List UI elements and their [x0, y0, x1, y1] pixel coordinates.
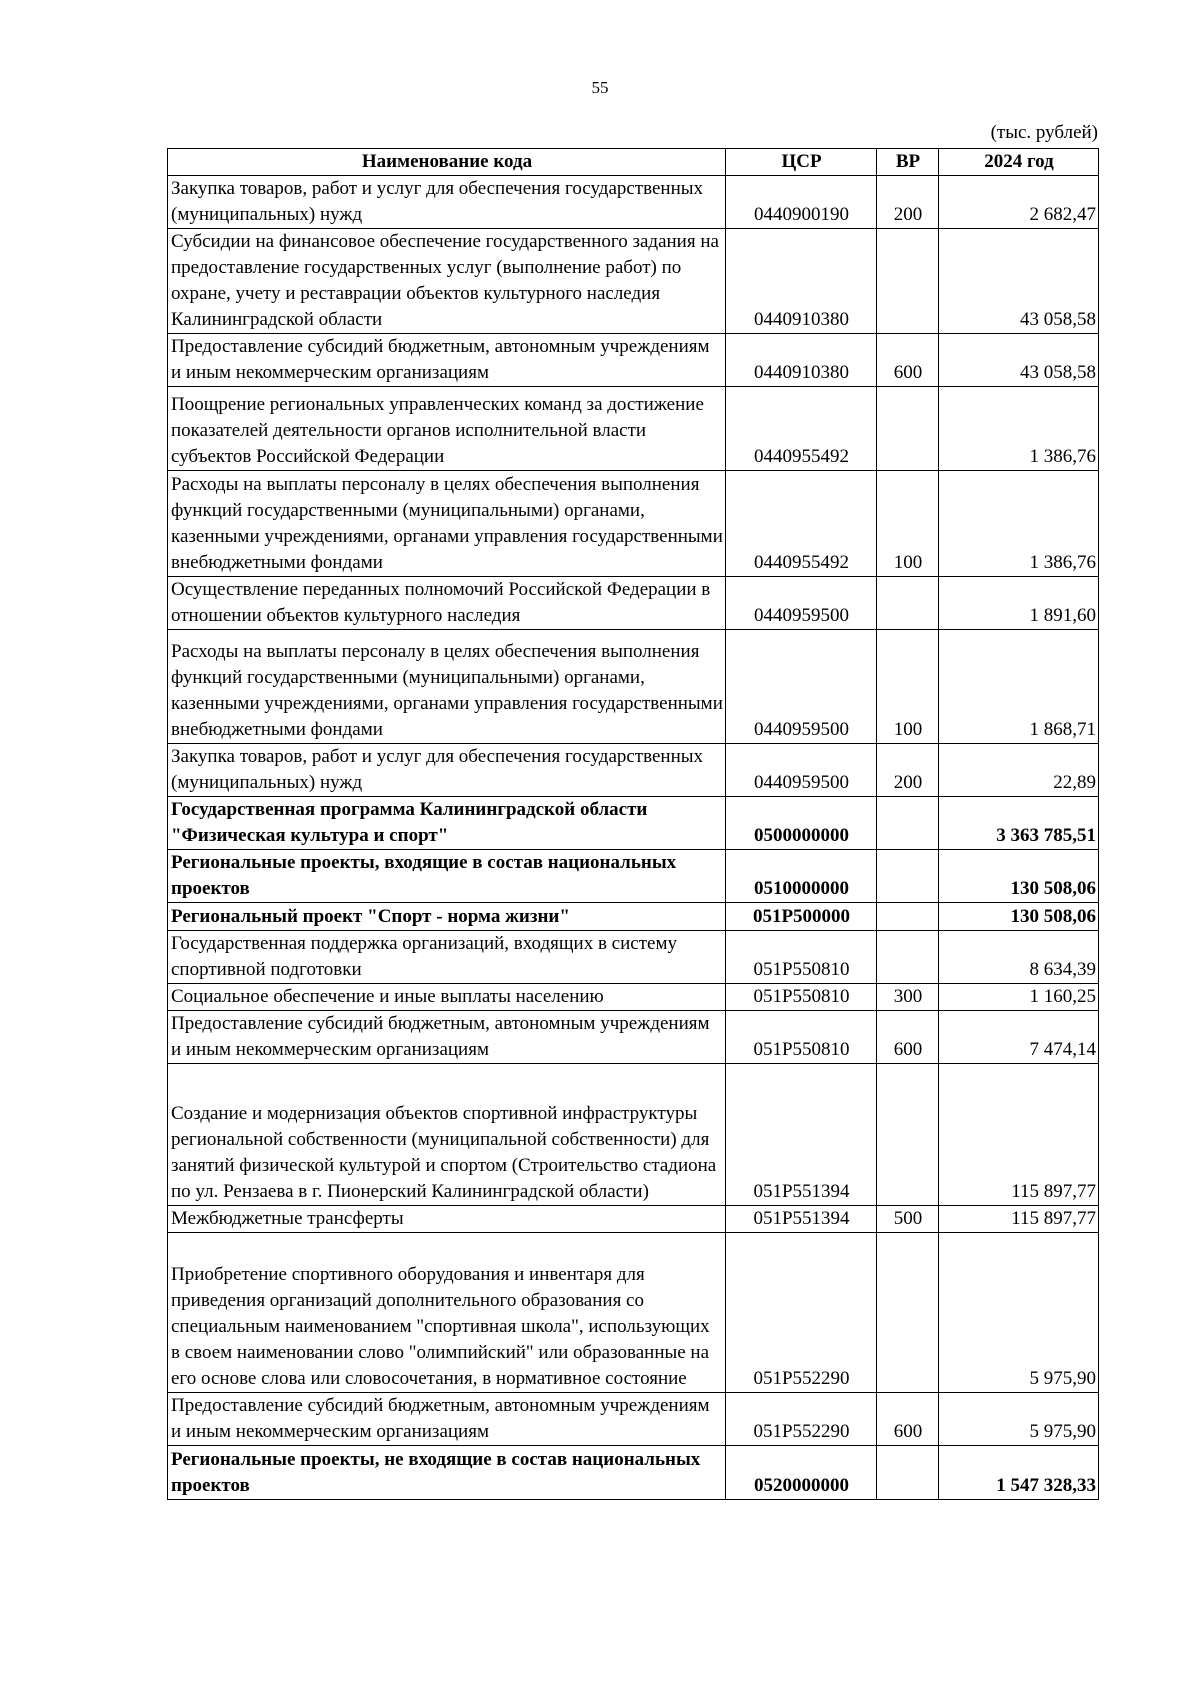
row-sum: 2 682,47	[939, 176, 1099, 229]
units-label: (тыс. рублей)	[990, 122, 1098, 143]
row-vr: 100	[877, 630, 939, 744]
row-sum: 1 868,71	[939, 630, 1099, 744]
table-row	[168, 229, 1099, 334]
row-sum: 1 386,76	[939, 387, 1099, 471]
row-vr: 600	[877, 1393, 939, 1446]
row-vr	[877, 1446, 939, 1500]
row-csr: 0510000000	[726, 850, 877, 903]
row-sum: 115 897,77	[939, 1064, 1099, 1206]
row-csr: 051P550810	[726, 984, 877, 1011]
row-vr	[877, 903, 939, 931]
row-csr: 051P550810	[726, 931, 877, 984]
row-vr	[877, 850, 939, 903]
row-csr: 051P552290	[726, 1393, 877, 1446]
row-vr	[877, 387, 939, 471]
row-vr: 200	[877, 176, 939, 229]
page-number: 55	[591, 78, 609, 97]
row-vr	[877, 229, 939, 334]
table-row	[168, 577, 1099, 630]
row-csr: 051P551394	[726, 1206, 877, 1233]
header-year: 2024 год	[939, 149, 1099, 176]
row-name: Предоставление субсидий бюджетным, автономным учреждениям и иным некоммерческим организациям	[168, 334, 726, 387]
row-name: Приобретение спортивного оборудования и инвентаря для приведения организаций дополнительного образования со специальным наименованием "спортивная школа", использующих в своем наименовании слово "олимпийский" или образованные на его основе слова или словосочетания, в нормативное состояние	[168, 1233, 726, 1393]
row-name: Закупка товаров, работ и услуг для обеспечения государственных (муниципальных) нужд	[168, 744, 726, 797]
row-vr: 300	[877, 984, 939, 1011]
row-csr: 0520000000	[726, 1446, 877, 1500]
table-row	[168, 334, 1099, 387]
row-sum: 5 975,90	[939, 1393, 1099, 1446]
row-sum: 7 474,14	[939, 1011, 1099, 1064]
row-name: Социальное обеспечение и иные выплаты населению	[168, 984, 726, 1011]
table-row	[168, 850, 1099, 903]
header-name: Наименование кода	[168, 149, 726, 176]
row-name: Предоставление субсидий бюджетным, автономным учреждениям и иным некоммерческим организациям	[168, 1011, 726, 1064]
row-sum: 22,89	[939, 744, 1099, 797]
budget-table	[167, 148, 1099, 1500]
row-sum: 115 897,77	[939, 1206, 1099, 1233]
row-sum: 43 058,58	[939, 229, 1099, 334]
row-sum: 130 508,06	[939, 903, 1099, 931]
table-row	[168, 387, 1099, 471]
table-row	[168, 744, 1099, 797]
row-sum: 1 891,60	[939, 577, 1099, 630]
row-vr	[877, 1233, 939, 1393]
row-vr: 600	[877, 1011, 939, 1064]
row-vr	[877, 931, 939, 984]
row-sum: 130 508,06	[939, 850, 1099, 903]
row-vr	[877, 797, 939, 850]
row-name: Межбюджетные трансферты	[168, 1206, 726, 1233]
row-vr: 500	[877, 1206, 939, 1233]
row-csr: 051P552290	[726, 1233, 877, 1393]
row-csr: 0440959500	[726, 744, 877, 797]
row-name: Государственная программа Калининградской области "Физическая культура и спорт"	[168, 797, 726, 850]
row-csr: 0440900190	[726, 176, 877, 229]
row-vr	[877, 1064, 939, 1206]
header-csr: ЦСР	[726, 149, 877, 176]
row-name: Создание и модернизация объектов спортивной инфраструктуры региональной собственности (муниципальной собственности) для занятий физической культурой и спортом (Строительство стадиона по ул. Рензаева в г. Пионерский Калининградской области)	[168, 1064, 726, 1206]
row-csr: 051P551394	[726, 1064, 877, 1206]
row-sum: 1 547 328,33	[939, 1446, 1099, 1500]
table-row	[168, 1206, 1099, 1233]
table-row	[168, 1011, 1099, 1064]
table-row	[168, 903, 1099, 931]
row-csr: 0440910380	[726, 229, 877, 334]
row-vr: 600	[877, 334, 939, 387]
row-csr: 0500000000	[726, 797, 877, 850]
table-row	[168, 931, 1099, 984]
row-name: Субсидии на финансовое обеспечение государственного задания на предоставление государственных услуг (выполнение работ) по охране, учету и реставрации объектов культурного наследия Калининградской области	[168, 229, 726, 334]
row-sum: 3 363 785,51	[939, 797, 1099, 850]
table-row	[168, 797, 1099, 850]
row-vr: 100	[877, 471, 939, 577]
row-vr: 200	[877, 744, 939, 797]
table-row	[168, 630, 1099, 744]
row-name: Закупка товаров, работ и услуг для обеспечения государственных (муниципальных) нужд	[168, 176, 726, 229]
row-name: Расходы на выплаты персоналу в целях обеспечения выполнения функций государственными (муниципальными) органами, казенными учреждениями, органами управления государственными внебюджетными фондами	[168, 630, 726, 744]
table-row	[168, 984, 1099, 1011]
row-name: Расходы на выплаты персоналу в целях обеспечения выполнения функций государственными (муниципальными) органами, казенными учреждениями, органами управления государственными внебюджетными фондами	[168, 471, 726, 577]
table-row	[168, 176, 1099, 229]
header-vr: ВР	[877, 149, 939, 176]
table-body	[168, 176, 1099, 1500]
row-sum: 43 058,58	[939, 334, 1099, 387]
row-vr	[877, 577, 939, 630]
row-csr: 051P550810	[726, 1011, 877, 1064]
row-csr: 0440955492	[726, 387, 877, 471]
row-name: Предоставление субсидий бюджетным, автономным учреждениям и иным некоммерческим организациям	[168, 1393, 726, 1446]
row-sum: 1 160,25	[939, 984, 1099, 1011]
row-csr: 051P500000	[726, 903, 877, 931]
row-csr: 0440910380	[726, 334, 877, 387]
table-row	[168, 1446, 1099, 1500]
row-sum: 5 975,90	[939, 1233, 1099, 1393]
table-header-row	[168, 149, 1099, 176]
row-name: Региональные проекты, не входящие в состав национальных проектов	[168, 1446, 726, 1500]
row-sum: 8 634,39	[939, 931, 1099, 984]
row-name: Региональные проекты, входящие в состав национальных проектов	[168, 850, 726, 903]
row-sum: 1 386,76	[939, 471, 1099, 577]
table-row	[168, 1233, 1099, 1393]
table-row	[168, 1393, 1099, 1446]
row-name: Региональный проект "Спорт - норма жизни"	[168, 903, 726, 931]
row-csr: 0440959500	[726, 577, 877, 630]
row-name: Осуществление переданных полномочий Российской Федерации в отношении объектов культурного наследия	[168, 577, 726, 630]
row-csr: 0440955492	[726, 471, 877, 577]
table-row	[168, 1064, 1099, 1206]
row-name: Поощрение региональных управленческих команд за достижение показателей деятельности органов исполнительной власти субъектов Российской Федерации	[168, 387, 726, 471]
row-csr: 0440959500	[726, 630, 877, 744]
row-name: Государственная поддержка организаций, входящих в систему спортивной подготовки	[168, 931, 726, 984]
table-row	[168, 471, 1099, 577]
